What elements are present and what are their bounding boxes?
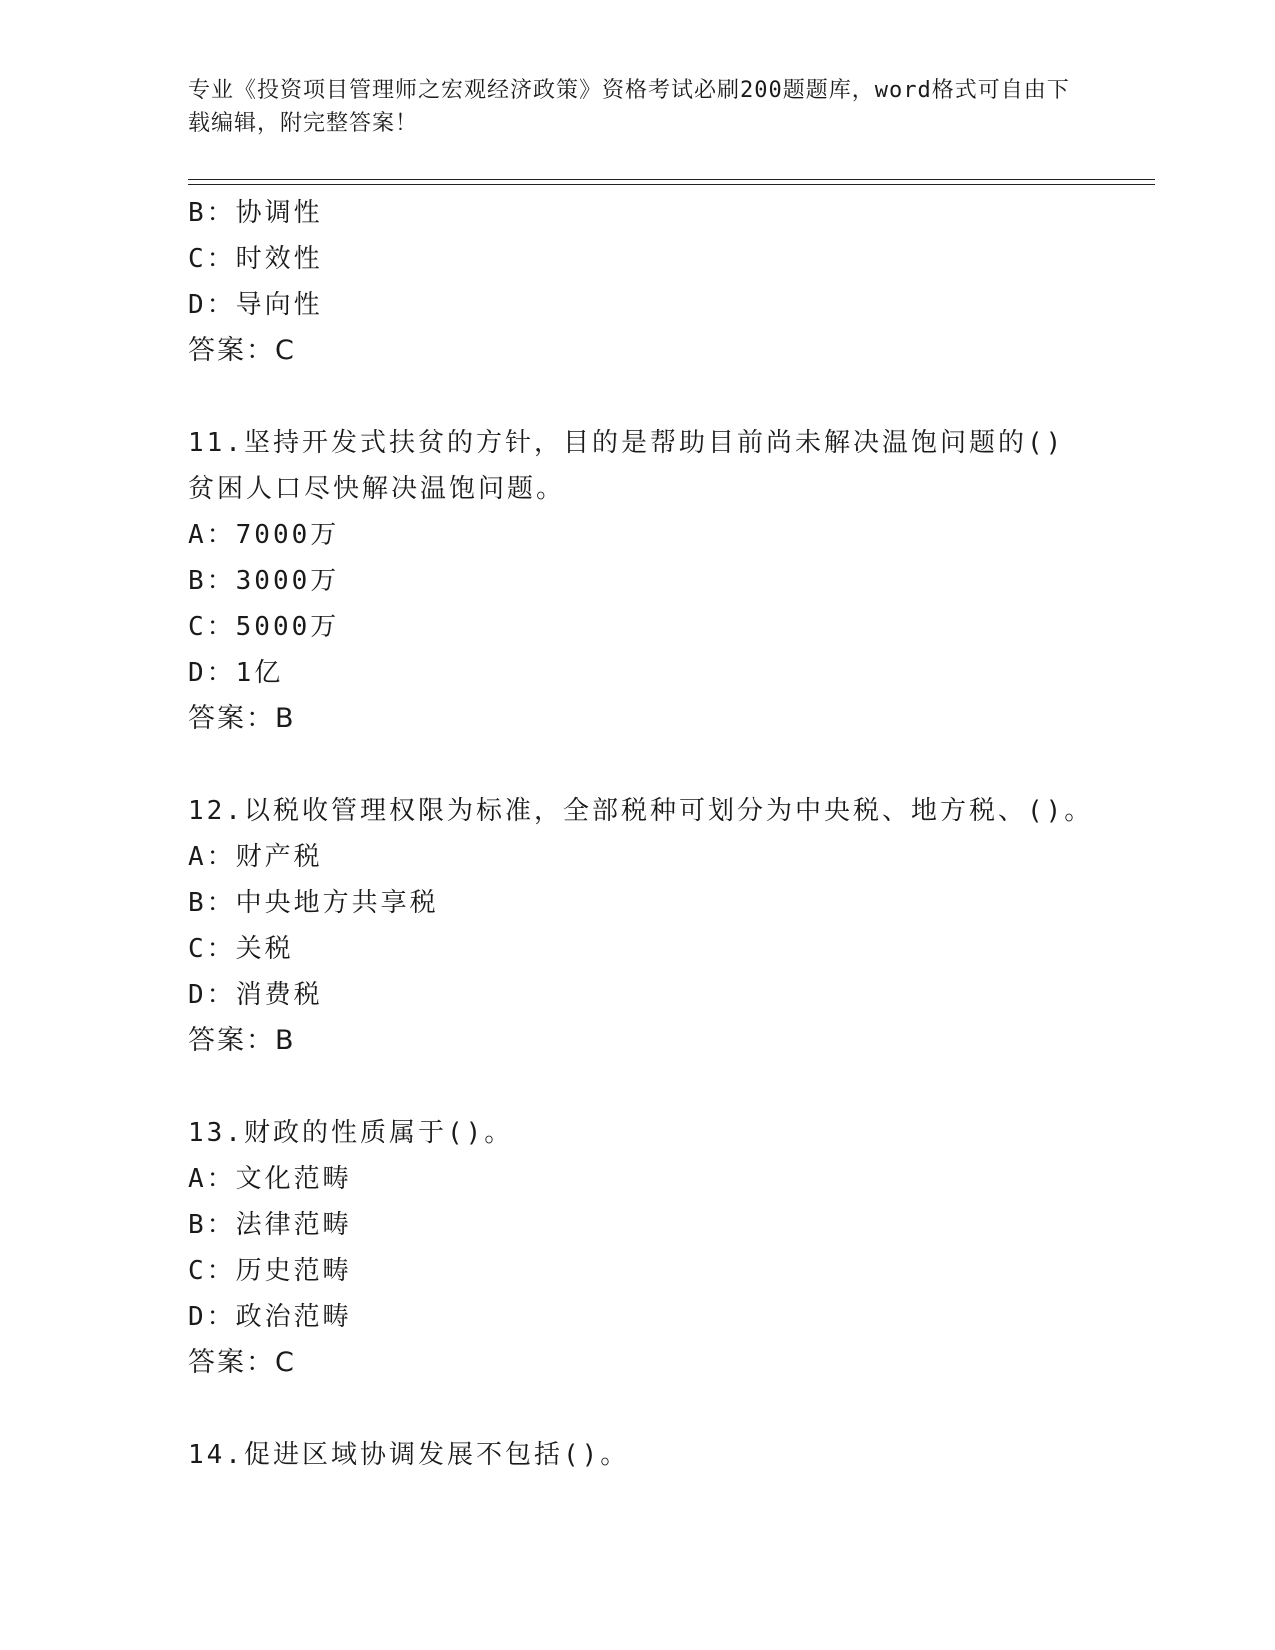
partial-question [188,190,1088,374]
answer-line: 答案：C [188,335,296,366]
option-d: D：导向性 [188,290,323,320]
question-stem: 13.财政的性质属于()。 [188,1118,514,1148]
spacer [188,1064,1088,1110]
option-d: D：消费税 [188,980,323,1010]
spacer [188,374,1088,420]
option-a: A：7000万 [188,520,340,550]
question-stem: 11.坚持开发式扶贫的方针，目的是帮助目前尚未解决温饱问题的()贫困人口尽快解决温饱问题。 [188,428,1065,504]
option-d: D：1亿 [188,658,284,688]
option-c: C：时效性 [188,244,323,274]
option-b: B：法律范畴 [188,1210,352,1240]
header-divider-top [188,179,1155,180]
spacer [188,742,1088,788]
question-14 [188,1432,1088,1478]
answer-line: 答案：B [188,703,296,734]
option-c: C：历史范畴 [188,1256,352,1286]
option-c: C：5000万 [188,612,340,642]
answer-line: 答案：B [188,1025,296,1056]
question-13 [188,1110,1088,1386]
header-divider-bottom [188,184,1155,185]
option-c: C：关税 [188,934,294,964]
document-header: 专业《投资项目管理师之宏观经济政策》资格考试必刷200题题库，word格式可自由下载编辑，附完整答案！ [188,78,1070,136]
option-a: A：财产税 [188,842,323,872]
question-12 [188,788,1094,1064]
option-b: B：中央地方共享税 [188,888,439,918]
question-11 [188,420,1088,742]
option-d: D：政治范畴 [188,1302,352,1332]
option-b: B：协调性 [188,198,323,228]
question-stem: 14.促进区域协调发展不包括()。 [188,1440,630,1470]
option-b: B：3000万 [188,566,340,596]
spacer [188,1386,1088,1432]
answer-line: 答案：C [188,1347,296,1378]
question-stem: 12.以税收管理权限为标准，全部税种可划分为中央税、地方税、()。 [188,796,1094,826]
option-a: A：文化范畴 [188,1164,352,1194]
question-list [188,190,1094,1478]
